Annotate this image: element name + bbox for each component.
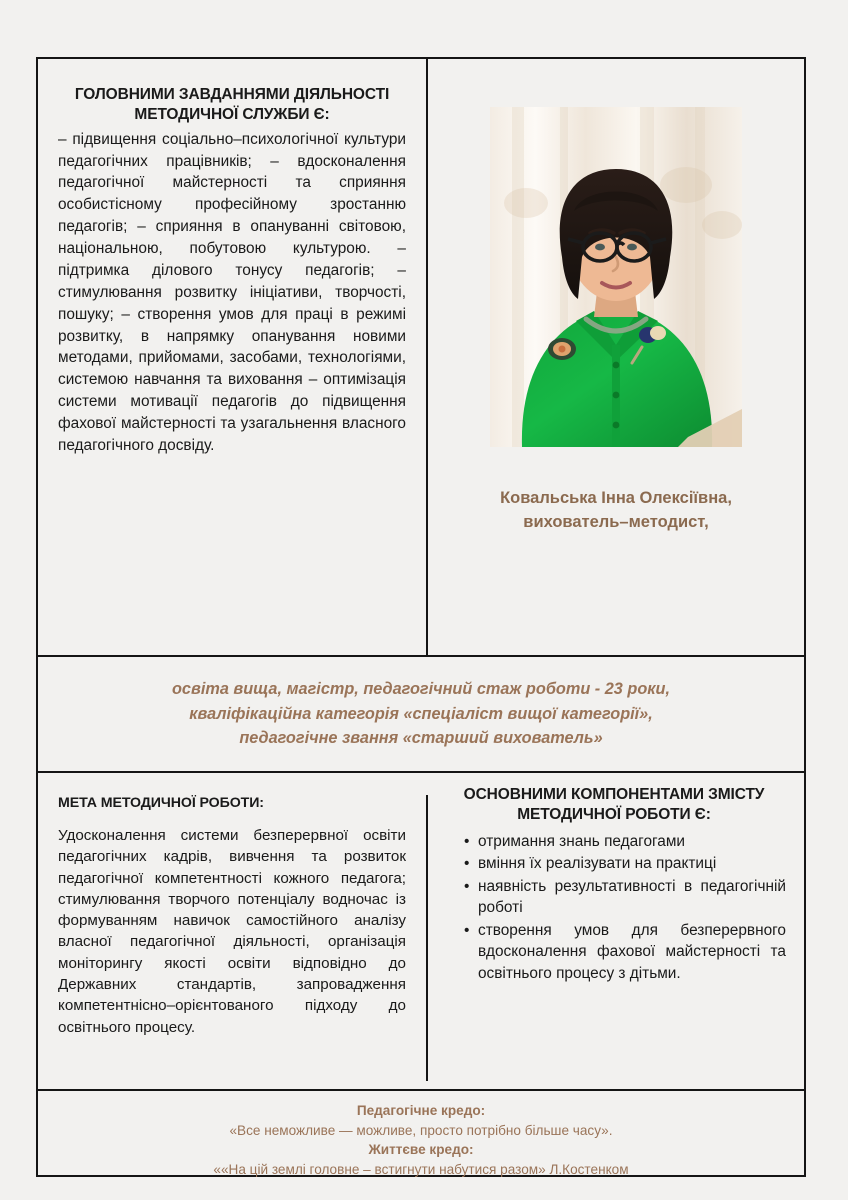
life-credo-label: Життєве кредо: xyxy=(368,1142,474,1158)
tasks-body-text: – підвищення соціально–психологічної культури педагогічних працівників; – вдосконалення педагогічної майстерності та сприяння особистісному професійному зростанню педагогів; – сприяння в опануванні світовою, національною, побутовою культурою. – підтримка ділового тонусу педагогів; – стимулювання розвитку ініціативи, творчості, пошуку; – створення умов для праці в режимі розвитку, в напрямку опанування новими методами, прийомами, засобами, технологіями, системою навчання та виховання – оптимізація системи мотивації педагогів до підвищення фахової майстерності та узагальнення власного педагогічного досвіду. xyxy=(58,130,406,454)
goal-heading: МЕТА МЕТОДИЧНОЇ РОБОТИ: xyxy=(58,795,264,811)
credentials-banner xyxy=(38,657,804,771)
portrait-caption xyxy=(446,487,786,535)
credo-footer xyxy=(38,1091,804,1178)
components-list xyxy=(442,831,786,985)
portrait-panel xyxy=(428,59,804,655)
tasks-panel xyxy=(38,59,426,655)
portrait-illustration xyxy=(490,107,742,447)
credentials-text xyxy=(172,677,670,750)
goal-panel xyxy=(38,773,426,1089)
list-item: • отримання знань педагогами xyxy=(464,831,786,853)
top-section xyxy=(38,59,804,655)
list-item: • створення умов для безперервного вдосконалення фахової майстерності та освітнього процесу з дітьми. xyxy=(464,920,786,985)
components-heading: ОСНОВНИМИ КОМПОНЕНТАМИ ЗМІСТУ МЕТОДИЧНОЇ РОБОТИ Є: xyxy=(463,786,765,823)
credentials-line-2: кваліфікаційна категорія «спеціаліст вищої категорії», xyxy=(189,704,653,723)
pedagogical-credo-quote: «Все неможливе — можливе, просто потрібно більше часу». xyxy=(229,1122,613,1138)
life-credo-quote: ««На цій землі головне – встигнути набутися разом» Л.Костенком xyxy=(213,1162,629,1178)
portrait-role: вихователь–методист, xyxy=(523,512,709,531)
tasks-heading: ГОЛОВНИМИ ЗАВДАННЯМИ ДІЯЛЬНОСТІ МЕТОДИЧНОЇ СЛУЖБИ Є: xyxy=(74,86,390,123)
portrait-photo xyxy=(490,107,742,447)
bottom-section xyxy=(38,773,804,1089)
pedagogical-credo-label: Педагогічне кредо: xyxy=(356,1103,486,1118)
poster-frame xyxy=(36,57,806,1177)
components-panel xyxy=(428,773,804,1089)
credentials-line-3: педагогічне звання «старший вихователь» xyxy=(239,729,603,748)
list-item: • наявність результативності в педагогічній роботі xyxy=(464,876,786,919)
goal-body-text: Удосконалення системи безперервної освіти педагогічних кадрів, вивчення та розвиток педагогічної компетентності кожного педагога; стимулювання творчого потенціалу водночас із формуванням навичок самостійного аналізу власної педагогічної діяльності, організація моніторингу якості освіти відповідно до Державних стандартів, запровадження компетентнісно–орієнтованого підходу до освітнього процесу. xyxy=(58,827,406,1036)
credentials-line-1: освіта вища, магістр, педагогічний стаж роботи - 23 роки, xyxy=(171,680,670,699)
portrait-name: Ковальська Інна Олексіївна, xyxy=(500,489,732,507)
list-item: • вміння їх реалізувати на практиці xyxy=(464,853,786,875)
